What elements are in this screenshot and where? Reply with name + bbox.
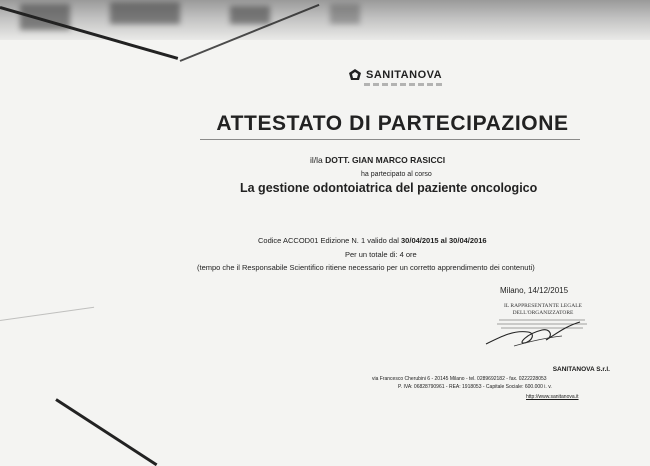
course-code-text: Codice ACCOD01 Edizione N. 1 valido dal (258, 236, 399, 245)
certificate-title: ATTESTATO DI PARTECIPAZIONE (216, 112, 569, 135)
valid-to-word: al (440, 236, 447, 245)
time-note: (tempo che il Responsabile Scientifico ritiene necessario per un corretto apprendimento dei contenuti) (197, 263, 535, 272)
footer-company: SANITANOVA S.r.l. (552, 366, 610, 373)
signature-title-line2: DELL'ORGANIZZATORE (512, 309, 574, 316)
place-date: Milano, 14/12/2015 (500, 286, 569, 295)
course-title: La gestione odontoiatrica del paziente oncologico (240, 181, 538, 195)
footer-website-link[interactable]: http://www.sanitanova.it (526, 394, 579, 400)
footer-address: via Francesco Cherubini 6 - 20145 Milano - tel. 0289692182 - fax. 0222228053 (372, 376, 547, 382)
handwritten-signature (484, 316, 584, 350)
total-hours: Per un totale di: 4 ore (345, 250, 417, 259)
brand-name: SANITANOVA (366, 69, 443, 81)
footer-registry: P. IVA: 06828790961 - REA: 1918053 - Capitale Sociale: 600.000 i. v. (398, 384, 552, 390)
fold-crease-bottom (55, 398, 157, 466)
logo-tagline-marks (364, 83, 444, 86)
signature-title-line1: IL RAPPRESENTANTE LEGALE (504, 303, 582, 309)
scan-blotch (110, 2, 180, 24)
fold-crease-mid (0, 307, 94, 321)
course-code-line (258, 236, 487, 245)
recipient-line (310, 155, 445, 165)
valid-to-date: 30/04/2016 (449, 236, 487, 245)
attended-text: ha partecipato al corso (361, 171, 432, 178)
sanitanova-logo-icon (348, 68, 362, 82)
scan-blotch (330, 4, 360, 24)
valid-from-date: 30/04/2015 (401, 236, 439, 245)
brand-logo (348, 66, 442, 84)
signature-title (497, 303, 589, 316)
scan-blotch (230, 6, 270, 24)
recipient-prefix: il/la (310, 155, 323, 165)
recipient-name: DOTT. GIAN MARCO RASICCI (325, 155, 446, 165)
title-rule (200, 139, 580, 140)
